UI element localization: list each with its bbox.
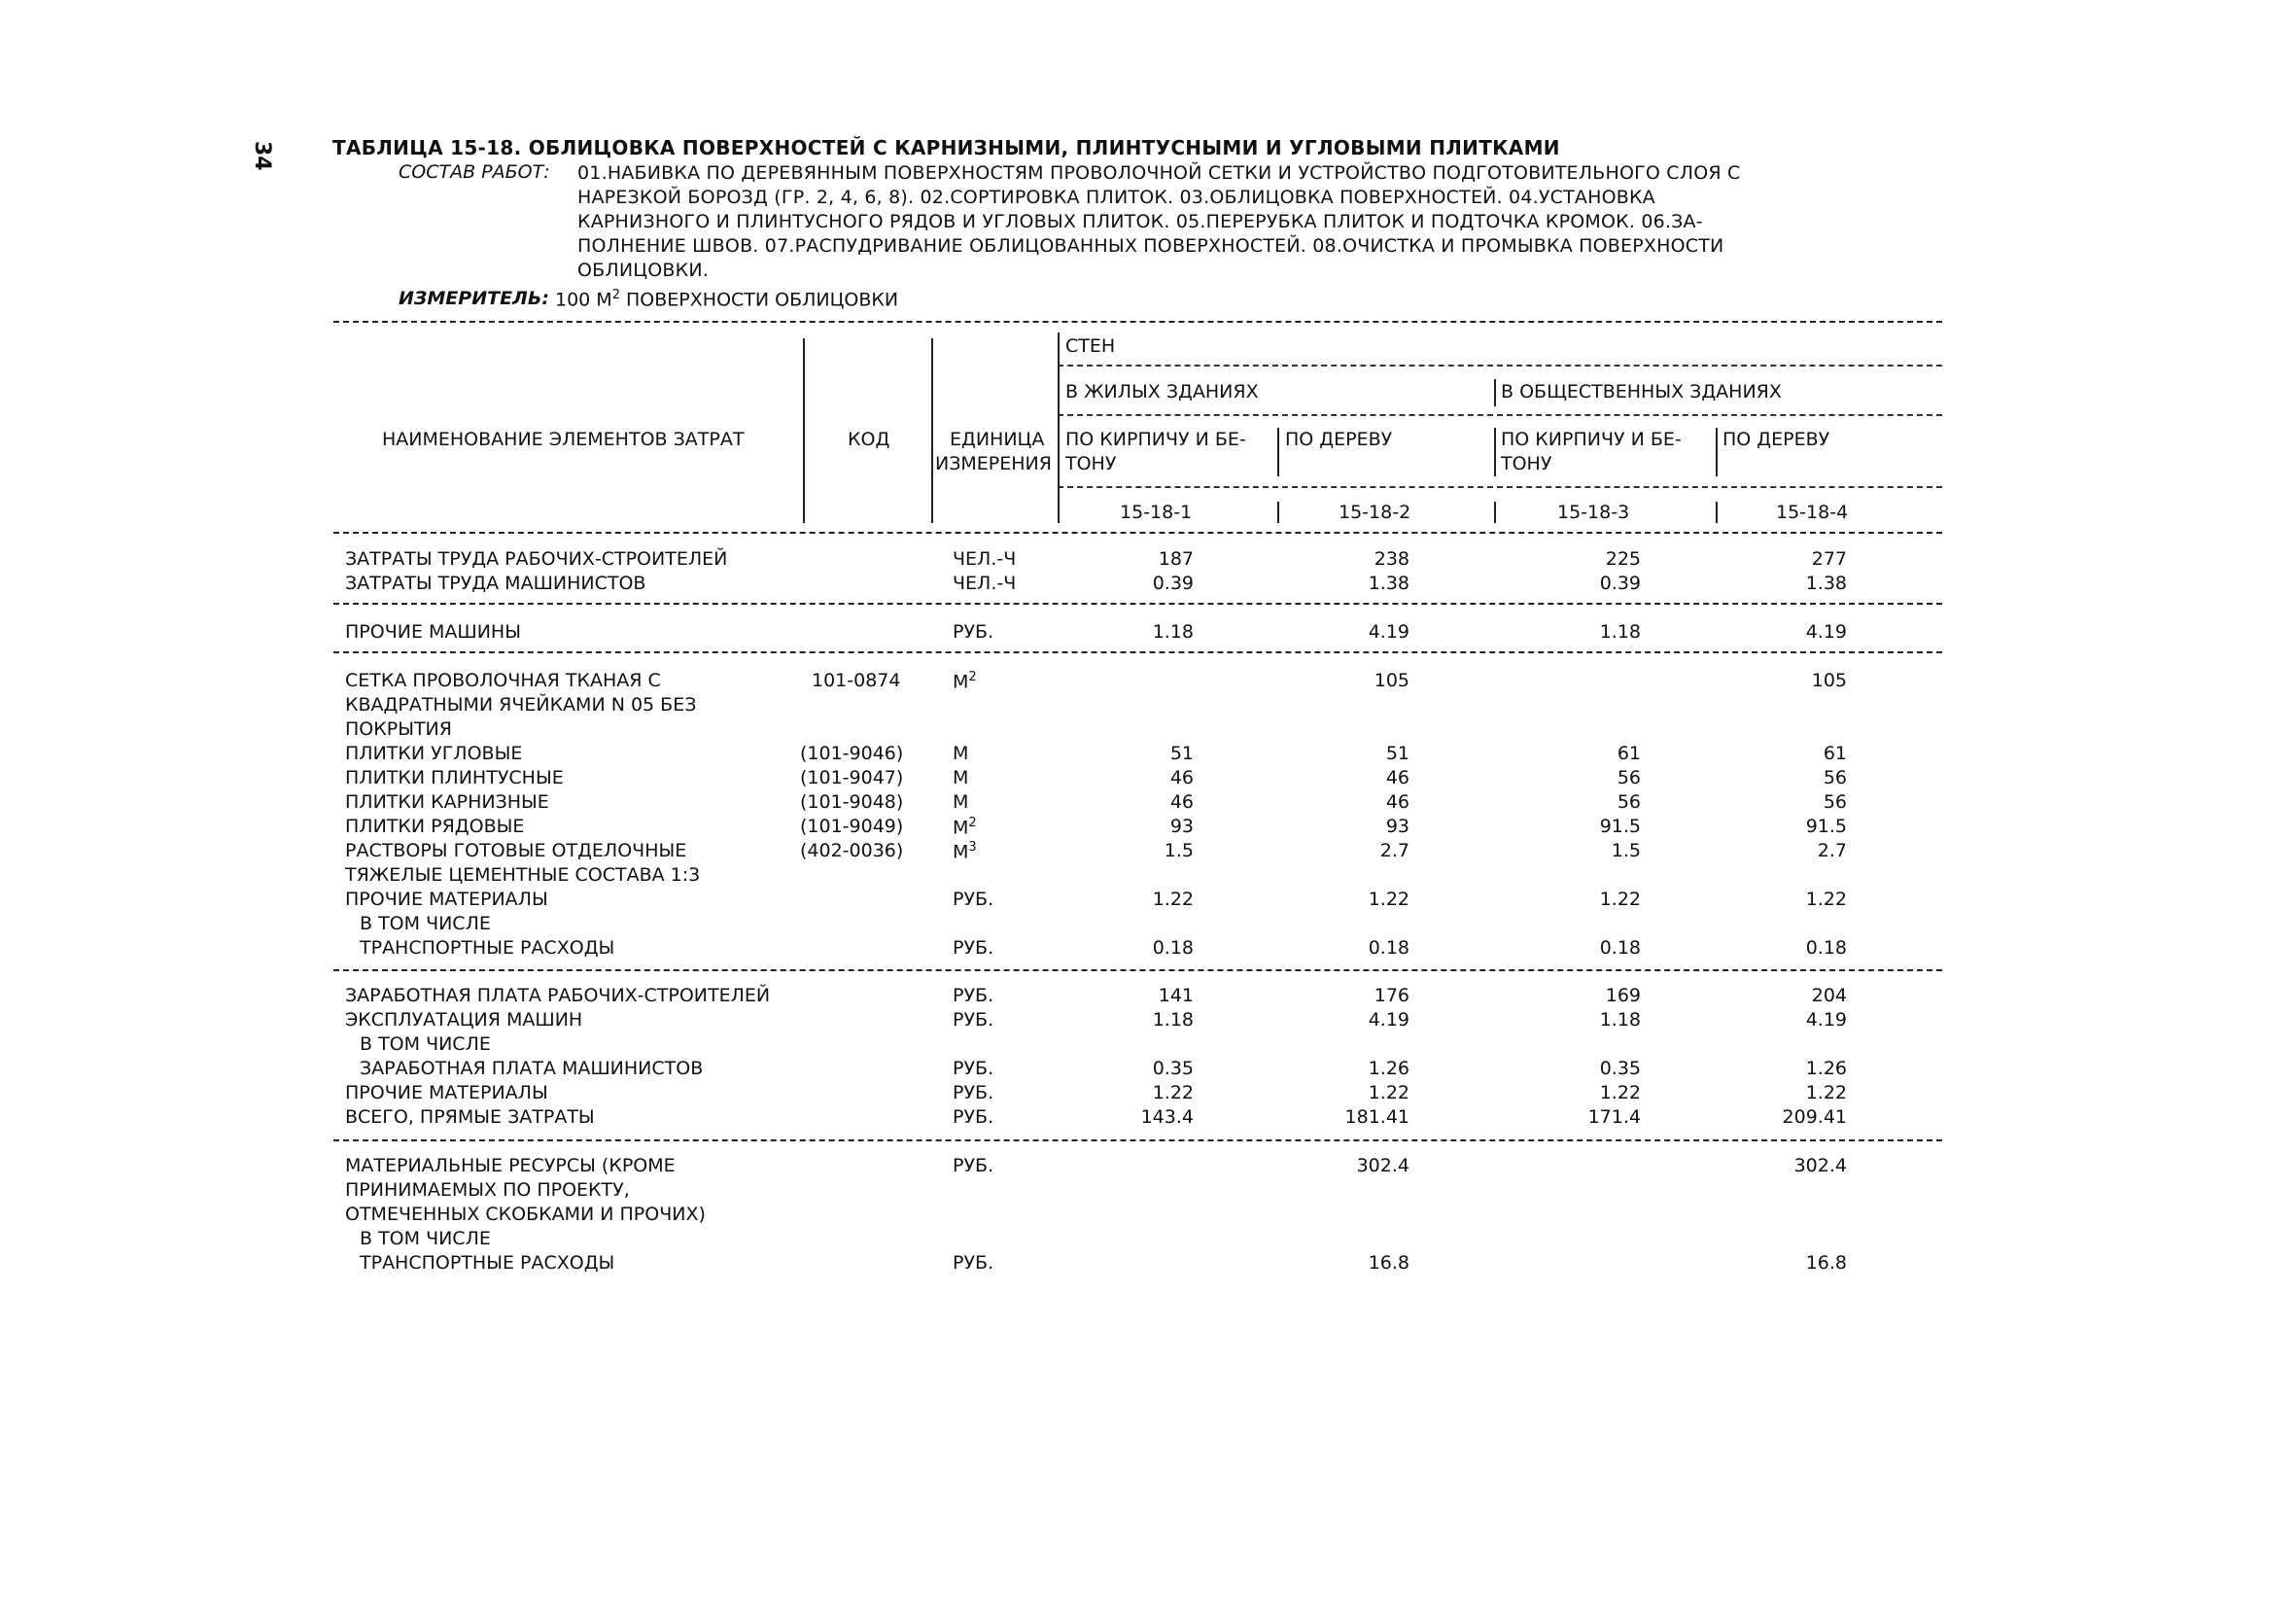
row-value: 16.8 <box>1805 1252 1847 1274</box>
row-value: 1.22 <box>1368 889 1409 910</box>
row-value: 1.22 <box>1152 1082 1194 1103</box>
row-name: ОТМЕЧЕННЫХ СКОБКАМИ И ПРОЧИХ) <box>345 1204 706 1225</box>
row-value: 1.38 <box>1368 573 1409 594</box>
col-header-public: В ОБЩЕСТВЕННЫХ ЗДАНИЯХ <box>1501 381 1782 402</box>
col-divider <box>1277 502 1279 523</box>
row-name: ЗАТРАТЫ ТРУДА РАБОЧИХ-СТРОИТЕЛЕЙ <box>345 548 728 570</box>
col-header-unit: ИЗМЕРЕНИЯ <box>935 453 1052 474</box>
row-name: ПЛИТКИ УГЛОВЫЕ <box>345 743 523 764</box>
row-name: В ТОМ ЧИСЛЕ <box>360 1033 491 1055</box>
col-code: 15-18-3 <box>1557 502 1630 523</box>
row-unit: М <box>953 743 969 764</box>
row-value: 105 <box>1374 670 1409 691</box>
row-unit: РУБ. <box>953 1082 994 1103</box>
row-value: 1.38 <box>1805 573 1847 594</box>
row-unit: РУБ. <box>953 1155 994 1176</box>
row-value: 1.5 <box>1611 840 1641 861</box>
row-code: (101-9047) <box>800 767 904 788</box>
col-divider <box>1716 502 1718 523</box>
row-unit: ЧЕЛ.-Ч <box>953 548 1017 570</box>
row-value: 0.18 <box>1599 937 1641 959</box>
row-name: ТРАНСПОРТНЫЕ РАСХОДЫ <box>360 937 615 959</box>
row-name: ТЯЖЕЛЫЕ ЦЕМЕНТНЫЕ СОСТАВА 1:3 <box>345 864 701 886</box>
row-unit: $М^2$ <box>953 816 977 839</box>
header-rule <box>1058 365 1942 367</box>
col-code: 15-18-1 <box>1120 502 1193 523</box>
row-value: 1.5 <box>1164 840 1194 861</box>
col-header-brick: ТОНУ <box>1501 453 1552 474</box>
row-unit: РУБ. <box>953 1252 994 1274</box>
row-unit: РУБ. <box>953 889 994 910</box>
row-name: КВАДРАТНЫМИ ЯЧЕЙКАМИ N 05 БЕЗ <box>345 694 697 716</box>
row-name: ПЛИТКИ ПЛИНТУСНЫЕ <box>345 767 564 788</box>
row-value: 46 <box>1169 767 1194 788</box>
row-name: ПРОЧИЕ МАТЕРИАЛЫ <box>345 889 548 910</box>
row-value: 176 <box>1374 985 1409 1006</box>
row-name: В ТОМ ЧИСЛЕ <box>360 1228 491 1249</box>
row-name: ПЛИТКИ КАРНИЗНЫЕ <box>345 791 549 813</box>
row-value: 61 <box>1823 743 1847 764</box>
group-rule <box>333 603 1942 605</box>
row-value: 0.18 <box>1805 937 1847 959</box>
row-value: 1.22 <box>1805 1082 1847 1103</box>
row-name: ЭКСПЛУАТАЦИЯ МАШИН <box>345 1009 583 1031</box>
row-value: 56 <box>1823 767 1847 788</box>
row-value: 204 <box>1811 985 1847 1006</box>
row-value: 46 <box>1169 791 1194 813</box>
row-value: 51 <box>1169 743 1194 764</box>
col-divider <box>1716 428 1718 476</box>
row-value: 105 <box>1811 670 1847 691</box>
row-code: (101-9046) <box>800 743 904 764</box>
row-name: ВСЕГО, ПРЯМЫЕ ЗАТРАТЫ <box>345 1106 595 1128</box>
row-value: 46 <box>1385 767 1409 788</box>
row-value: 143.4 <box>1140 1106 1194 1128</box>
row-value: 1.22 <box>1599 1082 1641 1103</box>
row-name: ПРИНИМАЕМЫХ ПО ПРОЕКТУ, <box>345 1179 630 1201</box>
row-value: 141 <box>1158 985 1194 1006</box>
row-name: В ТОМ ЧИСЛЕ <box>360 913 491 934</box>
row-name: ЗАТРАТЫ ТРУДА МАШИНИСТОВ <box>345 573 646 594</box>
row-value: 51 <box>1385 743 1409 764</box>
work-composition-line: 01.НАБИВКА ПО ДЕРЕВЯННЫМ ПОВЕРХНОСТЯМ ПРОВОЛОЧНОЙ СЕТКИ И УСТРОЙСТВО ПОДГОТОВИТЕЛЬНОГО СЛОЯ С <box>577 162 1741 184</box>
col-code: 15-18-2 <box>1339 502 1411 523</box>
row-value: 91.5 <box>1805 816 1847 837</box>
row-name: ПРОЧИЕ МАШИНЫ <box>345 621 521 643</box>
row-name: ПЛИТКИ РЯДОВЫЕ <box>345 816 525 837</box>
row-name: МАТЕРИАЛЬНЫЕ РЕСУРСЫ (КРОМЕ <box>345 1155 676 1176</box>
table-top-rule <box>333 321 1942 323</box>
row-name: ПОКРЫТИЯ <box>345 718 452 740</box>
row-value: 1.26 <box>1805 1058 1847 1079</box>
row-value: 1.26 <box>1368 1058 1409 1079</box>
header-bottom-rule <box>333 532 1942 534</box>
row-value: 93 <box>1169 816 1194 837</box>
row-value: 93 <box>1385 816 1409 837</box>
row-unit: РУБ. <box>953 937 994 959</box>
page-number: 34 <box>250 141 274 171</box>
col-header-brick: ПО КИРПИЧУ И БЕ- <box>1065 429 1246 450</box>
row-value: 1.18 <box>1599 1009 1641 1031</box>
row-value: 2.7 <box>1379 840 1409 861</box>
row-value: 209.41 <box>1782 1106 1847 1128</box>
col-code: 15-18-4 <box>1776 502 1849 523</box>
work-composition-text <box>577 161 1841 283</box>
col-divider <box>1494 502 1496 523</box>
col-header-brick: ПО КИРПИЧУ И БЕ- <box>1501 429 1682 450</box>
measure-value: 100 $М^2$ ПОВЕРХНОСТИ ОБЛИЦОВКИ <box>555 288 899 311</box>
col-header-wood: ПО ДЕРЕВУ <box>1285 429 1393 450</box>
table-title: ТАБЛИЦА 15-18. ОБЛИЦОВКА ПОВЕРХНОСТЕЙ С КАРНИЗНЫМИ, ПЛИНТУСНЫМИ И УГЛОВЫМИ ПЛИТКАМИ <box>332 136 1560 159</box>
row-name: ПРОЧИЕ МАТЕРИАЛЫ <box>345 1082 548 1103</box>
row-value: 1.18 <box>1152 1009 1194 1031</box>
row-value: 0.39 <box>1152 573 1194 594</box>
row-value: 238 <box>1374 548 1409 570</box>
row-value: 1.18 <box>1599 621 1641 643</box>
group-rule <box>333 1139 1942 1141</box>
row-value: 56 <box>1617 791 1641 813</box>
col-header-code: КОД <box>848 429 890 450</box>
row-value: 1.22 <box>1599 889 1641 910</box>
row-value: 302.4 <box>1356 1155 1409 1176</box>
row-unit: РУБ. <box>953 1058 994 1079</box>
col-divider <box>931 338 933 523</box>
row-value: 4.19 <box>1805 621 1847 643</box>
row-code: (101-9049) <box>800 816 904 837</box>
col-header-walls: СТЕН <box>1065 335 1116 357</box>
row-name: РАСТВОРЫ ГОТОВЫЕ ОТДЕЛОЧНЫЕ <box>345 840 687 861</box>
row-value: 4.19 <box>1368 621 1409 643</box>
col-divider <box>803 338 805 523</box>
row-unit: РУБ. <box>953 985 994 1006</box>
row-value: 171.4 <box>1587 1106 1641 1128</box>
measure-label: ИЗМЕРИТЕЛЬ: <box>399 288 549 309</box>
row-value: 169 <box>1605 985 1641 1006</box>
row-value: 1.22 <box>1805 889 1847 910</box>
row-value: 4.19 <box>1368 1009 1409 1031</box>
row-value: 2.7 <box>1817 840 1847 861</box>
row-value: 225 <box>1605 548 1641 570</box>
row-code: (402-0036) <box>800 840 904 861</box>
work-composition-label: СОСТАВ РАБОТ: <box>399 161 550 183</box>
row-value: 56 <box>1617 767 1641 788</box>
row-unit: М <box>953 767 969 788</box>
col-divider <box>1277 428 1279 476</box>
row-value: 61 <box>1617 743 1641 764</box>
row-unit: РУБ. <box>953 1106 994 1128</box>
col-divider <box>1494 379 1496 406</box>
row-value: 0.39 <box>1599 573 1641 594</box>
row-unit: РУБ. <box>953 621 994 643</box>
work-composition-line: ПОЛНЕНИЕ ШВОВ. 07.РАСПУДРИВАНИЕ ОБЛИЦОВАННЫХ ПОВЕРХНОСТЕЙ. 08.ОЧИСТКА И ПРОМЫВКА ПОВЕРХНОСТИ <box>577 235 1724 257</box>
col-header-name: НАИМЕНОВАНИЕ ЭЛЕМЕНТОВ ЗАТРАТ <box>382 429 745 450</box>
col-header-brick: ТОНУ <box>1065 453 1117 474</box>
row-value: 1.22 <box>1368 1082 1409 1103</box>
row-value: 0.18 <box>1368 937 1409 959</box>
row-code: 101-0874 <box>812 670 901 691</box>
header-rule <box>1058 486 1942 488</box>
row-value: 1.22 <box>1152 889 1194 910</box>
col-header-residential: В ЖИЛЫХ ЗДАНИЯХ <box>1065 381 1259 402</box>
work-composition-line: ОБЛИЦОВКИ. <box>577 260 709 281</box>
row-value: 16.8 <box>1368 1252 1409 1274</box>
col-divider <box>1058 332 1060 523</box>
row-name: ЗАРАБОТНАЯ ПЛАТА РАБОЧИХ-СТРОИТЕЛЕЙ <box>345 985 771 1006</box>
group-rule <box>333 651 1942 653</box>
group-rule <box>333 969 1942 971</box>
row-name: ТРАНСПОРТНЫЕ РАСХОДЫ <box>360 1252 615 1274</box>
row-code: (101-9048) <box>800 791 904 813</box>
row-unit: ЧЕЛ.-Ч <box>953 573 1017 594</box>
col-header-unit: ЕДИНИЦА <box>950 429 1045 450</box>
row-unit: М <box>953 791 969 813</box>
row-value: 46 <box>1385 791 1409 813</box>
row-value: 4.19 <box>1805 1009 1847 1031</box>
row-name: СЕТКА ПРОВОЛОЧНАЯ ТКАНАЯ С <box>345 670 661 691</box>
row-value: 0.35 <box>1152 1058 1194 1079</box>
header-rule <box>1058 414 1942 416</box>
row-value: 187 <box>1158 548 1194 570</box>
row-value: 91.5 <box>1599 816 1641 837</box>
row-value: 302.4 <box>1793 1155 1847 1176</box>
row-name: ЗАРАБОТНАЯ ПЛАТА МАШИНИСТОВ <box>360 1058 704 1079</box>
row-value: 0.35 <box>1599 1058 1641 1079</box>
col-divider <box>1494 428 1496 476</box>
row-value: 56 <box>1823 791 1847 813</box>
row-value: 1.18 <box>1152 621 1194 643</box>
row-unit: РУБ. <box>953 1009 994 1031</box>
row-value: 277 <box>1811 548 1847 570</box>
row-value: 181.41 <box>1344 1106 1409 1128</box>
row-unit: $М^2$ <box>953 670 977 693</box>
work-composition-line: НАРЕЗКОЙ БОРОЗД (ГР. 2, 4, 6, 8). 02.СОРТИРОВКА ПЛИТОК. 03.ОБЛИЦОВКА ПОВЕРХНОСТЕЙ. 04.УСТАНОВКА <box>577 187 1655 208</box>
row-value: 0.18 <box>1152 937 1194 959</box>
col-header-wood: ПО ДЕРЕВУ <box>1722 429 1830 450</box>
row-unit: $М^3$ <box>953 840 977 863</box>
work-composition-line: КАРНИЗНОГО И ПЛИНТУСНОГО РЯДОВ И УГЛОВЫХ ПЛИТОК. 05.ПЕРЕРУБКА ПЛИТОК И ПОДТОЧКА КРОМОК. 06.ЗА- <box>577 211 1703 232</box>
